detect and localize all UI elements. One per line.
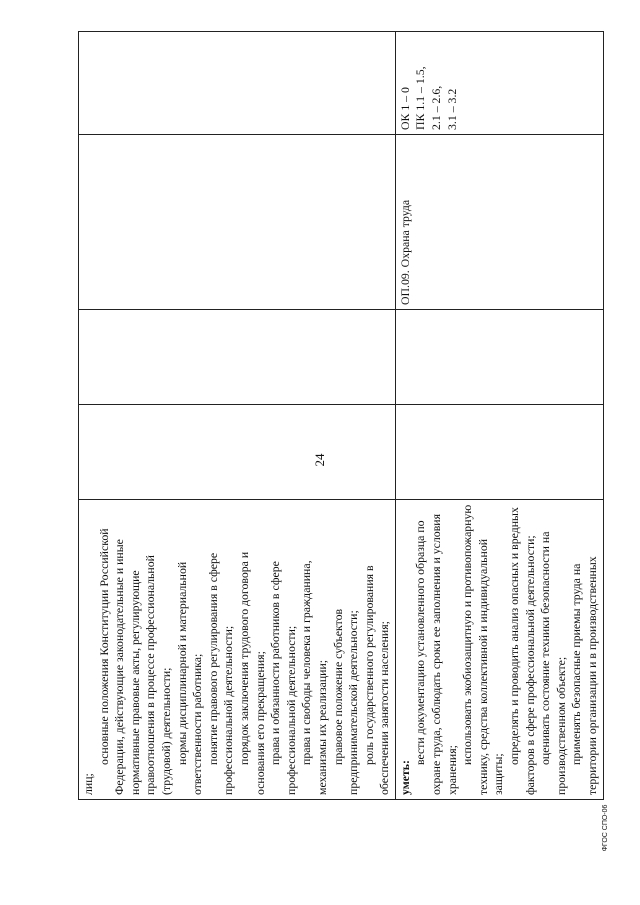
table-row [79, 32, 396, 800]
knowledge-cell: лиц; основные положения Конституции Российской Федерации, действующие законодательные и иные нормативные правовые акты, регулирующие правоотношения в процессе профессиональной (трудовой) деятельности; нормы дисциплинарной и материальной ответственности работника; понятие правового регулирования в сфере профессиональной деятельности; порядок заключения трудового договора и основания его прекращения; права и обязанности работников в сфере профессиональной деятельности; права и свободы человека и гражданина, механизмы их реализации; правовое положение субъектов предпринимательской деятельности; роль государственного регулирования в обеспечении занятости населения; [79, 500, 396, 800]
footer-code: ФГОС СПО-06 [602, 804, 609, 852]
rotated-table-wrapper [78, 32, 599, 800]
table-row [395, 32, 603, 800]
empty-cell [395, 310, 603, 405]
discipline-cell: ОП.09. Охрана труда [395, 135, 603, 310]
empty-cell [79, 32, 396, 135]
skills-cell: уметь: вести документацию установленного образца по охране труда, соблюдать сроки ее заполнения и условия хранения; использовать экобиозащитную и противопожарную технику, средства коллективной и индивидуальной защиты; определять и проводить анализ опасных и вредных факторов в сфере профессиональной деятельности; оценивать состояние техники безопасности на производственном объекте; применять безопасные приемы труда на территории организации и в производственных [395, 500, 603, 800]
empty-cell [79, 135, 396, 310]
empty-cell [395, 405, 603, 500]
competency-table [78, 31, 604, 800]
page-number: 24 [312, 453, 327, 467]
competencies-cell: ОК 1 – 0 ПК 1.1 – 1.5, 2.1 – 2.6, 3.1 – 3.2 [395, 32, 603, 135]
empty-cell [79, 310, 396, 405]
empty-cell [79, 405, 396, 500]
